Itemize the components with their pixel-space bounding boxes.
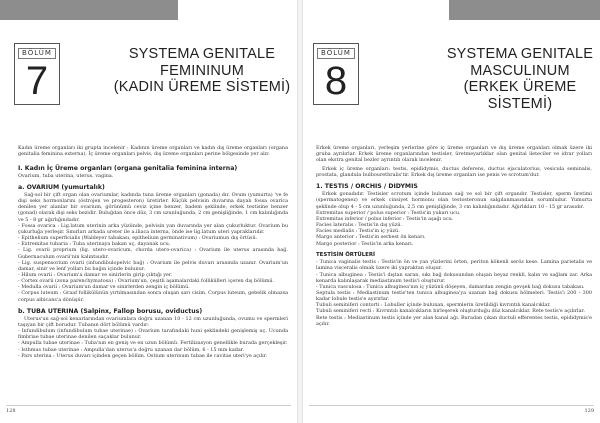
paragraph: - Pars uterina : Uterus duvarı içinden geçen bölüm. Ostium uterinum tubae ile cavitas uteri'ye açılır. [18, 352, 268, 359]
section-heading: 1. TESTIS / ORCHIS / DIDYMIS [316, 183, 418, 191]
paragraph: - Cortex ovarii (zona parenchymatosa) : Ovarium'un, çeşitli aşamalardaki follikülleri içeren dış bölümü. [18, 278, 275, 285]
chapter-number: 7 [25, 59, 49, 103]
paragraph: Ovarium, tuba uterina, uterus, vagina. [18, 172, 114, 179]
paragraph: Erkek gonadıdır. Testisler scrotum içinde bulunan sağ ve sol bir çift organdır. Testisler, sperm üretimi (spermatogenez) ve erkek cinsiyet hormonu olan testosteronun salgılanmasından sorumludur. Yumurta şeklinde olup 4 - 5 cm uzunluğunda, 2,5 cm genişliğinde, 3 cm kalınlığındadır. Ağırlıkları 10 - 15 gr arasıdır. [316, 191, 592, 210]
paragraph: - Fossa ovarica : Lig.latum uterinin arka yüzünde, pelvisin yan duvarında yer alan çukurluktur. Ovarium bu çukurluğa yerleşir. Sınırları arkada ureter ile a.iliaca interna, önde ise lig.latum uteri yapraklarıdır. [18, 222, 288, 235]
right-page [303, 0, 600, 423]
paragraph: - Isthmus tubae uterinae : Ampulla'dan uterus'a doğru uzanan dar bölüm, 6 - 15 mm kadar. [18, 346, 245, 353]
paragraph: - Lig. suspensorium ovarii (infundibulopelvic bağ) : Ovarium ile pelvis duvarı arasında uzanır. Ovarium'un damar, sinir ve lenf yolları bu bağın içinde bulunur. [18, 259, 288, 272]
chapter-badge [313, 43, 359, 105]
paragraph: - Tunica vaginalis testis : Testis'in ön ve yan yüzlerini örten, periton kökenli seröz kese. Lamina parietalis ve lamina visceralis olmak üzere iki yapraktan oluşur. [316, 259, 592, 272]
page-number: 129 [584, 408, 594, 414]
chapter-title-line: SYSTEMA GENITALE [446, 46, 594, 62]
header-bar [0, 0, 178, 20]
page-footer [6, 405, 291, 417]
paragraph: Erkek iç üreme organları: testis, epididymis, ductus deferens, ductus ejaculatorius, vesicula seminalis, prostata, glandula bulbourethralis'tir. Erkek dış üreme organları ise penis ve scrotum'dur. [316, 165, 592, 179]
paragraph: Facies lateralis : Testis'in dış yüzü. [316, 222, 403, 229]
paragraph: - Tunica albuginea : Testis'i dıştan saran, sıkı bağ dokusundan oluşan beyaz renkli, kalın ve sağlam zar. Arka kenarda kalınlaşarak mediastinum testis'i oluşturur. [316, 271, 592, 284]
paragraph: Erkek üreme organları, yerleşim yerlerine göre iç üreme organları ve dış üreme organları olmak üzere iki gruba ayrılırlar. Erkek üreme organlarından testisler, üretmeyarlıklar olan genital ileteciler ve idrar yolları olan ekstra genital bezler ayrıntılı olarak incelenir. [316, 145, 592, 164]
header-bar [449, 0, 600, 20]
paragraph: - Corpus luteum : Graaf follikülünün yırtılmasından sonra oluşan sarı cisim. Corpus luteum, gebelik olmazsa corpus albicans'a dönüşür. [18, 290, 288, 303]
paragraph: Uterus'un sağ-sol kenarlarından ovariumlara doğru uzanan 10 - 12 cm uzunluğunda, ovumu ve spermleri taşıyan bir çift borudur. Tubanın dört bölümü vardır: [18, 315, 288, 328]
chapter-label: BÖLÜM [317, 48, 355, 59]
section-heading: b. TUBA UTERINA (Salpinx, Fallop borusu, oviductus) [18, 307, 203, 315]
chapter-label: BÖLÜM [18, 48, 56, 59]
chapter-title-line: MASCULINUM [470, 62, 570, 79]
page-footer [309, 405, 594, 417]
section-heading: I. Kadın İç Üreme organları (organa genitalia feminina interna) [18, 164, 238, 172]
paragraph: - Hilum ovarii : Ovarium'a damar ve sinirlerin girip çıktığı yer. [18, 272, 173, 278]
paragraph: - Medulla ovarii : Ovarium'un damar ve sinirlerden zengin iç bölümü. [18, 284, 190, 291]
paragraph: Margo anterior : Testis'in serbest ön kenarı. [316, 234, 426, 241]
paragraph: - Tunica vasculosa : Tunica albuginea'nın iç yüzünü döşeyen, damardan zengin gevşek bağ dokusu tabakası. [316, 283, 585, 290]
paragraph: Kadın üreme organları iki grupta incelenir : Kadının üreme organları ve kadın dış üreme organları (organa genitalia feminina externa). İç üreme organları pelvis, dış üreme organları perine bölgesinde yer alır. [18, 145, 288, 158]
paragraph: - Epithelium superficialis (Waldeyer tabakası, epithelium germinativum) : Ovariumun dış örtüsü. [18, 235, 258, 242]
section-heading: TESTİSİN ÖRTÜLERİ [316, 251, 376, 258]
body-text [18, 145, 288, 359]
paragraph: Rete testis : Mediastinum testis içinde yer alan kanal ağı. Buradan çıkan ductuli efferentes testis, epididymis'e açılır. [316, 314, 592, 327]
chapter-title-line: (KADIN ÜREME SİSTEMİ) [113, 79, 291, 95]
paragraph: Facies medialis : Testis'in iç yüzü. [316, 228, 400, 235]
paragraph: Sağ-sol bir çift organ olan ovariumlar, kadında tuna üreme organları (gonada) dır. Ovum (yumurta) 've fe dişi seks hormonlarını (östrojen ve progesteron) üretirler. Küçük pelvisin duvarına dayalı fossa ovarica denilen yer alanlar bir ovarium, görünümü ceviz içine benzer, badem şeklinde, erkek testisine benzer (gonad) olarak dişi seks bezidir. Buluğdan önce düz, 3 cm uzunluğunda, 2 cm genişliğinde, 1 cm kalınlığında ve 5 - 8 gr ağırlığındadır. [18, 191, 288, 223]
chapter-badge [14, 43, 60, 105]
paragraph: Tubuli seminiferi contorti : Lobuller içinde bulunan, spermlerin üretildiği kıvrıntılı kanalcıklar. [316, 302, 551, 309]
paragraph: Extremitas inferior / polus inferior : Testis'in aşağı ucu. [316, 215, 454, 222]
paragraph: Septula testis : Mediastinum testis'ten tunica albuginea'ya uzanan bağ dokusu bölmeleri. Testis'i 200 - 300 kadar lobule testis'e ayırırlar. [316, 289, 592, 303]
chapter-title-line: (ERKEK ÜREME SİSTEMİ) [463, 79, 577, 112]
chapter-number: 8 [324, 59, 348, 103]
paragraph: - Infundibulum (infundibulum tubae uterinae) : Ovarium tarafındaki huni şeklindeki genişlemiş uç. Ucunda fimbriae tubae uterinae denilen saçaklar bulunur. [18, 328, 288, 341]
page-number: 128 [6, 408, 16, 414]
paragraph: - Extremitas tubaria : Tuba uterinaya bakan uç, dayanak ucu. [18, 241, 171, 248]
paragraph: - Lig. ovarii proprium (lig. utero-ovaricum, chorda utero-ovarica) : Ovarium ile uterus arasında bağ. Gubernaculum ovarii'nin kalıntısıdır. [18, 247, 288, 260]
paragraph: - Ampulla tubae uterinae : Tuba'nın en geniş ve en uzun bölümü. Fertilizasyon genellikle burada gerçekleşir. [18, 340, 288, 347]
section-heading: a. OVARIUM (yumurtalık) [18, 183, 105, 191]
chapter-title [443, 46, 597, 112]
chapter-title-line: FEMININUM [160, 62, 244, 79]
paragraph: Extremitas superior / polus superior : Testis'in yukarı ucu. [316, 209, 461, 216]
body-text [316, 145, 592, 327]
chapter-title-line: SYSTEMA GENITALE [128, 46, 276, 62]
chapter-title [112, 46, 292, 96]
paragraph: Margo posterior : Testis'in arka kenarı. [316, 240, 414, 247]
paragraph: Tubuli seminiferi recti : Kıvrıntılı kanalcıkların birleşerek oluşturduğu düz kanalcıklar. Rete testis'e açılırlar. [316, 308, 585, 315]
left-page [0, 0, 297, 423]
